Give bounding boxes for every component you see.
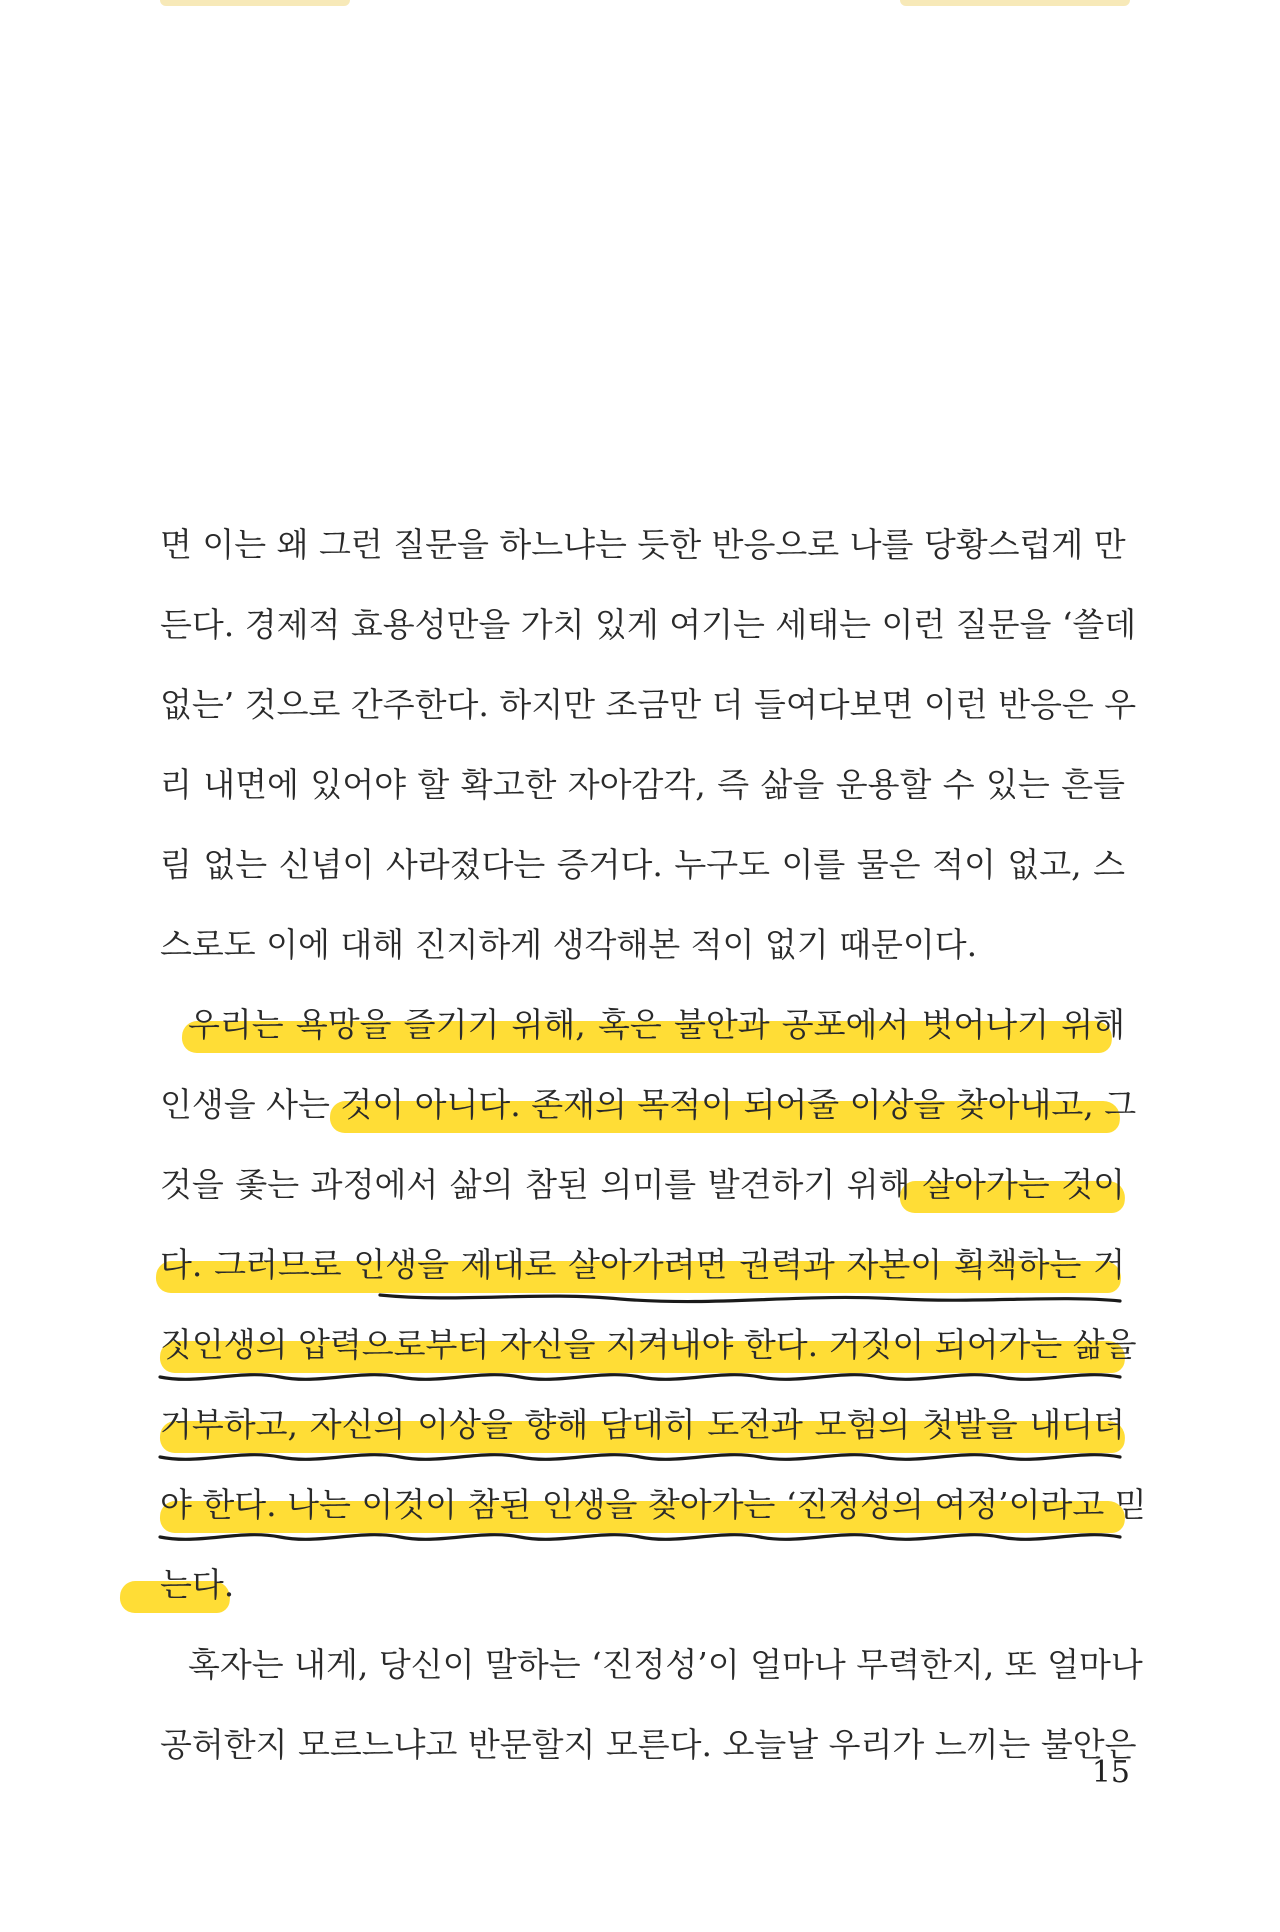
wavy-underline (160, 1369, 1125, 1389)
top-edge-highlight-right (900, 0, 1130, 6)
text-line (160, 665, 1137, 745)
text-line (160, 505, 1125, 585)
line-text: 인생을 사는 것이 아니다. 존재의 목적이 되어줄 이상을 찾아내고, 그 (160, 1085, 1137, 1124)
text-line (160, 1705, 1137, 1785)
wavy-underline (160, 1289, 1125, 1309)
text-line (160, 825, 1125, 905)
body-text (160, 505, 1147, 1785)
text-line-highlighted (160, 1065, 1137, 1145)
text-line-highlighted (160, 985, 1125, 1065)
line-text: 림 없는 신념이 사라졌다는 증거다. 누구도 이를 물은 적이 없고, 스 (160, 845, 1125, 884)
line-text: 야 한다. 나는 이것이 참된 인생을 찾아가는 ‘진정성의 여정’이라고 믿 (160, 1485, 1147, 1524)
text-line-highlighted (160, 1305, 1137, 1385)
line-text: 는다. (160, 1565, 235, 1604)
text-line-highlighted (160, 1145, 1125, 1225)
text-line (160, 585, 1137, 665)
text-line-highlighted (160, 1225, 1125, 1305)
line-text: 짓인생의 압력으로부터 자신을 지켜내야 한다. 거짓이 되어가는 삶을 (160, 1325, 1137, 1364)
line-text: 든다. 경제적 효용성만을 가치 있게 여기는 세태는 이런 질문을 ‘쓸데 (160, 605, 1137, 644)
wavy-underline (160, 1449, 1125, 1469)
line-text: 공허한지 모르느냐고 반문할지 모른다. 오늘날 우리가 느끼는 불안은 (160, 1725, 1137, 1764)
line-text: 면 이는 왜 그런 질문을 하느냐는 듯한 반응으로 나를 당황스럽게 만 (160, 525, 1126, 564)
wavy-underline (160, 1529, 1125, 1549)
line-text: 없는’ 것으로 간주한다. 하지만 조금만 더 들여다보면 이런 반응은 우 (160, 685, 1137, 724)
top-edge-highlight-left (160, 0, 350, 6)
line-text: 혹자는 내게, 당신이 말하는 ‘진정성’이 얼마나 무력한지, 또 얼마나 (188, 1645, 1143, 1684)
line-text: 리 내면에 있어야 할 확고한 자아감각, 즉 삶을 운용할 수 있는 흔들 (160, 765, 1125, 804)
text-line (160, 1625, 1143, 1705)
page-number: 15 (1091, 1755, 1130, 1790)
text-line (160, 745, 1125, 825)
line-text: 우리는 욕망을 즐기기 위해, 혹은 불안과 공포에서 벗어나기 위해 (188, 1005, 1125, 1044)
text-line (160, 905, 1125, 985)
line-text: 다. 그러므로 인생을 제대로 살아가려면 권력과 자본이 획책하는 거 (160, 1245, 1125, 1284)
text-line-highlighted (160, 1465, 1147, 1545)
text-line-highlighted (160, 1545, 1125, 1625)
text-line-highlighted (160, 1385, 1125, 1465)
line-text: 것을 좇는 과정에서 삶의 참된 의미를 발견하기 위해 살아가는 것이 (160, 1165, 1125, 1204)
line-text: 거부하고, 자신의 이상을 향해 담대히 도전과 모험의 첫발을 내디뎌 (160, 1405, 1125, 1444)
line-text: 스로도 이에 대해 진지하게 생각해본 적이 없기 때문이다. (160, 925, 978, 964)
